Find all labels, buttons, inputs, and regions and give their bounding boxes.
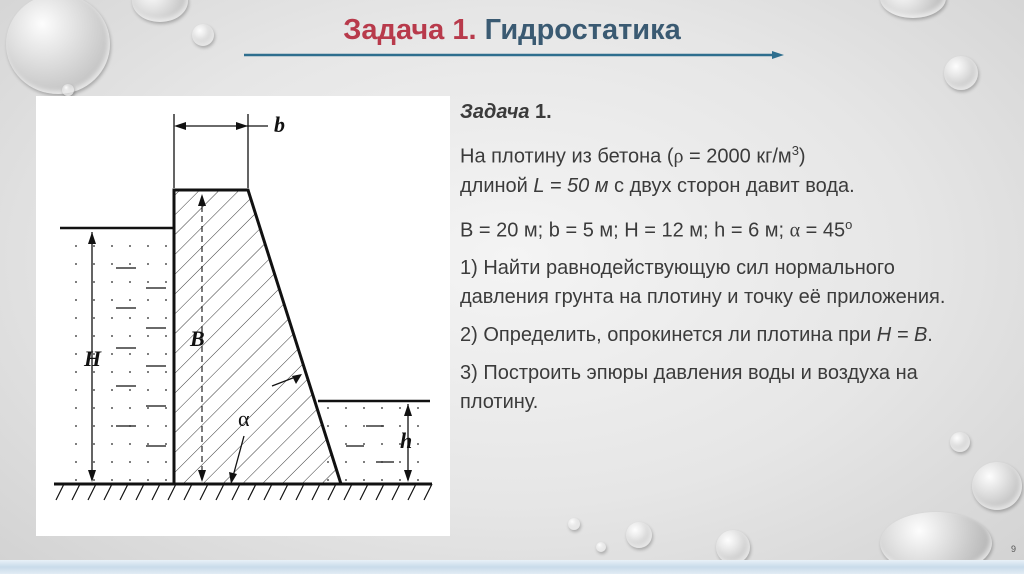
title-number: Задача 1.: [343, 14, 477, 46]
problem-heading-word: Задача: [460, 101, 530, 123]
label-b: b: [274, 112, 285, 137]
condition-close: ): [798, 145, 806, 168]
question-2: [460, 321, 980, 350]
length-value: = 50 м: [544, 174, 609, 197]
length-variable: L: [533, 174, 545, 197]
alpha-value: = 45: [800, 219, 846, 242]
length-prefix: длиной: [460, 174, 534, 197]
water-drop-decoration: [972, 462, 1022, 510]
downstream-water: [326, 404, 430, 484]
question-2-condition: H = B: [876, 324, 928, 347]
problem-statement: [460, 98, 980, 426]
title-underline-arrow: [244, 50, 784, 60]
slide-title: [0, 14, 1024, 47]
problem-parameters: [460, 210, 980, 246]
parameters-text: B = 20 м; b = 5 м; H = 12 м; h = 6 м;: [460, 219, 790, 242]
question-1: 1) Найти равнодействующую сил нормального давления грунта на плотину и точку её приложения.: [460, 257, 946, 309]
bottom-decorative-band: [0, 560, 1024, 574]
dimension-b: [174, 114, 268, 188]
dam-diagram: [36, 96, 450, 536]
density-value: = 2000 кг/м: [683, 145, 792, 168]
length-suffix: с двух сторон давит вода.: [608, 174, 855, 197]
label-B: B: [190, 326, 205, 351]
label-h: h: [400, 428, 413, 453]
rho-symbol: ρ: [673, 145, 684, 168]
question-3: 3) Построить эпюры давления воды и воздуха на плотину.: [460, 362, 918, 414]
degree-sign: o: [845, 216, 853, 232]
title-topic: Гидростатика: [484, 14, 681, 46]
label-H: H: [84, 346, 102, 371]
water-drop-decoration: [62, 84, 74, 96]
water-drop-decoration: [596, 542, 606, 552]
problem-condition: [460, 136, 980, 201]
water-drop-decoration: [568, 518, 580, 530]
label-alpha: α: [238, 406, 250, 431]
dam-diagram-panel: [36, 96, 450, 536]
cubic-exponent: 3: [791, 143, 799, 158]
water-drop-decoration: [950, 432, 970, 452]
water-drop-decoration: [626, 522, 652, 548]
question-2-end: .: [927, 324, 933, 347]
water-drop-decoration: [716, 530, 750, 564]
slide-page-number: 9: [1010, 544, 1016, 554]
alpha-symbol: α: [789, 219, 801, 242]
question-2-text: 2) Определить, опрокинется ли плотина при: [460, 324, 877, 347]
problem-heading: [460, 98, 980, 127]
condition-text: На плотину из бетона (: [460, 145, 674, 168]
water-drop-decoration: [944, 56, 978, 90]
problem-heading-number: 1.: [535, 101, 552, 123]
